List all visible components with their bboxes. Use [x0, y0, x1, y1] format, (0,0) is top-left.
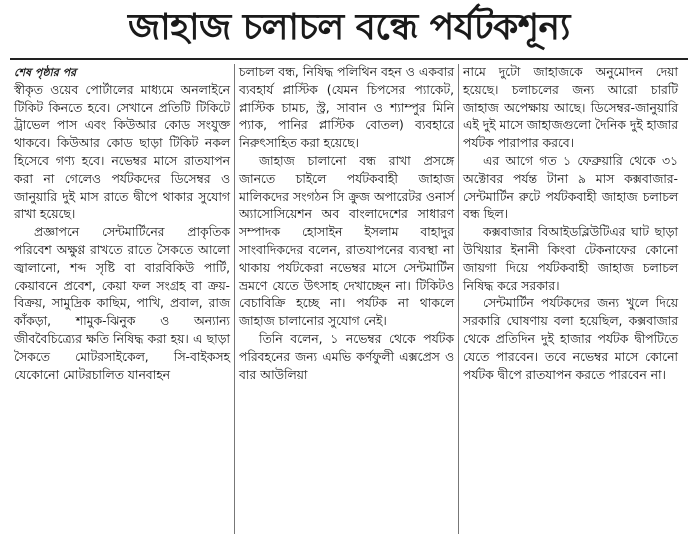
- paragraph: চলাচল বন্ধ, নিষিদ্ধ পলিথিন বহন ও একবার ব্যবহার্য প্লাস্টিক (যেমন চিপসের প্যাকেট, প্লাস্টিক চামচ, স্ট্র, সাবান ও শ্যাম্পুর মিনি প্যাক, পানির প্লাস্টিক বোতল) ব্যবহারে নিরুৎসাহিত করা হয়েছে।: [239, 65, 454, 151]
- paragraph: প্রজ্ঞাপনে সেন্টমার্টিনের প্রাকৃতিক পরিবেশ অক্ষুণ্ণ রাখতে রাতে সৈকতে আলো জ্বালানো, শব্দ সৃষ্টি বা বারবিকিউ পার্টি, কেয়াবনে প্রবেশ, কেয়া ফল সংগ্রহ বা ক্রয়-বিক্রয়, সামুদ্রিক কাছিম, পাখি, প্রবাল, রাজ কাঁকড়া, শামুক-ঝিনুক ও অন্যান্য জীববৈচিত্র্যের ক্ষতি নিষিদ্ধ করা হয়। এ ছাড়া সৈকতে মোটরসাইকেল, সি-বাইকসহ যেকোনো মোটরচালিত যানবাহন: [14, 225, 230, 382]
- paragraph: স্বীকৃত ওয়েব পোর্টালের মাধ্যমে অনলাইনে টিকিট কিনতে হবে। সেখানে প্রতিটি টিকিটে ট্রাভেল পাস এবং কিউআর কোড সংযুক্ত থাকবে। কিউআর কোড ছাড়া টিকিট নকল হিসেবে গণ্য হবে। নভেম্বর মাসে রাতযাপন করা না গেলেও পর্যটকদের ডিসেম্বর ও জানুয়ারি দুই মাস রাতে দ্বীপে থাকার সুযোগ রাখা হয়েছে।: [14, 82, 230, 222]
- continuation-kicker: শেষ পৃষ্ঠার পর: [14, 66, 77, 79]
- paragraph: তিনি বলেন, ১ নভেম্বর থেকে পর্যটক পরিবহনের জন্য এমভি কর্ণফুলী এক্সপ্রেস ও বার আউলিয়া: [239, 331, 454, 382]
- paragraph: নামে দুটো জাহাজকে অনুমোদন দেয়া হয়েছে। চলাচলের জন্য আরো চারটি জাহাজ অপেক্ষায় আছে। ডিসেম্বর-জানুয়ারি এই দুই মাসে জাহাজগুলো দৈনিক দুই হাজার পর্যটক পারাপার করবে।: [463, 65, 678, 151]
- column-1: [10, 64, 234, 534]
- column-3: [458, 64, 682, 534]
- article-body: [10, 64, 688, 534]
- paragraph: এর আগে গত ১ ফেব্রুয়ারি থেকে ৩১ অক্টোবর পর্যন্ত টানা ৯ মাস কক্সবাজার-সেন্টমার্টিন রুটে পর্যটকবাহী জাহাজ চলাচল বন্ধ ছিল।: [463, 153, 678, 222]
- paragraph: জাহাজ চালানো বন্ধ রাখা প্রসঙ্গে জানতে চাইলে পর্যটকবাহী জাহাজ মালিকদের সংগঠন সি ক্রুজ অপারেটর ওনার্স অ্যাসোসিয়েশন অব বাংলাদেশের সাধারণ সম্পাদক হোসাইন ইসলাম বাহাদুর সাংবাদিকদের বলেন, রাতযাপনের ব্যবস্থা না থাকায় পর্যটকেরা নভেম্বর মাসে সেন্টমার্টিন ভ্রমণে যেতে উৎসাহ দেখাচ্ছেন না। টিকিটও বেচাবিক্রি হচ্ছে না। পর্যটক না থাকলে জাহাজ চালানোর সুযোগ নেই।: [239, 153, 454, 329]
- headline: জাহাজ চলাচল বন্ধে পর্যটকশূন্য: [128, 7, 570, 48]
- paragraph: সেন্টমার্টিন পর্যটকদের জন্য খুলে দিয়ে সরকারি ঘোষণায় বলা হয়েছিল, কক্সবাজার থেকে প্রতিদিন দুই হাজার পর্যটক দ্বীপটিতে যেতে পারবেন। তবে নভেম্বর মাসে কোনো পর্যটক দ্বীপে রাতযাপন করতে পারবেন না।: [463, 296, 678, 382]
- paragraph: কক্সবাজার বিআইডব্লিউটিএর ঘাট ছাড়া উখিয়ার ইনানী কিংবা টেকনাফের কোনো জায়গা দিয়ে পর্যটকবাহী জাহাজ চলাচল নিষিদ্ধ করে সরকার।: [463, 225, 678, 293]
- column-2: [234, 64, 458, 534]
- headline-rule: [10, 58, 688, 60]
